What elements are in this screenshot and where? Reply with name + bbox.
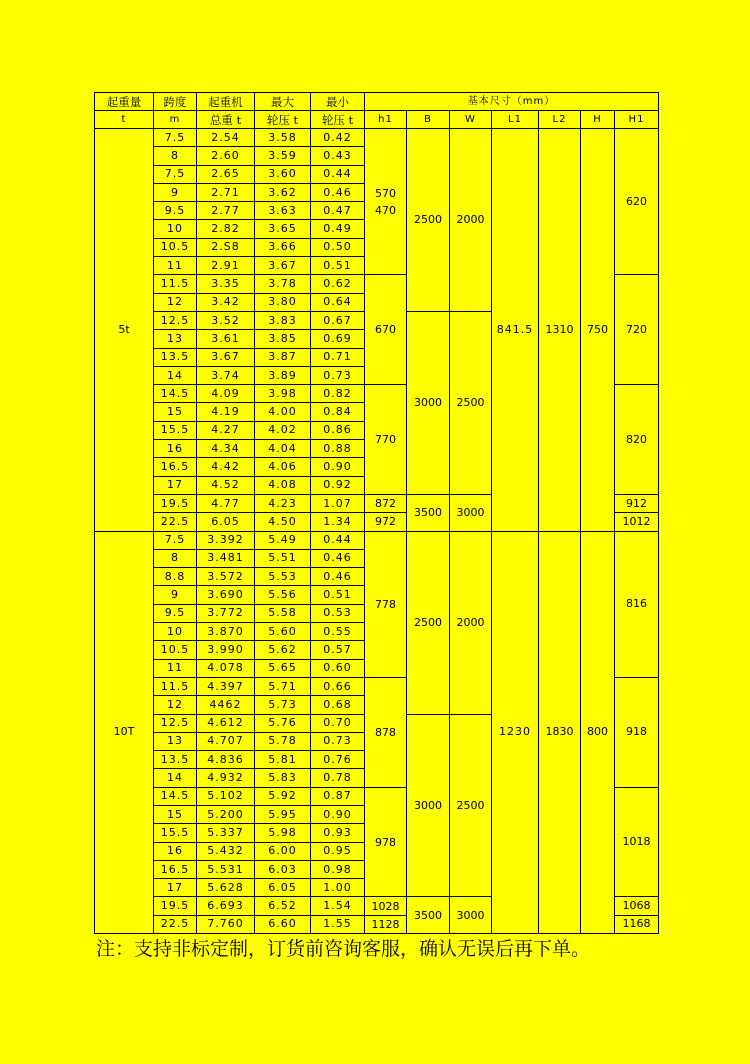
total-weight-cell: 3.772 <box>197 604 255 622</box>
max-pressure-cell: 4.08 <box>255 476 311 494</box>
total-weight-cell: 2.71 <box>197 183 255 201</box>
h1-cell: 1028 <box>365 897 407 915</box>
total-weight-cell: 4.932 <box>197 769 255 787</box>
b-cell: 2500 <box>407 129 450 312</box>
h1-upper-cell: 620 <box>615 129 659 275</box>
min-pressure-cell: 0.55 <box>311 623 365 641</box>
min-pressure-cell: 0.90 <box>311 805 365 823</box>
min-pressure-cell: 1.54 <box>311 897 365 915</box>
span-header: 跨度 <box>154 93 197 111</box>
max-pressure-unit: 轮压 t <box>255 111 311 129</box>
dimensions-header: 基本尺寸（mm） <box>365 93 659 111</box>
w-cell: 2500 <box>450 311 492 494</box>
h1-cell: 670 <box>365 275 407 385</box>
min-pressure-cell: 0.51 <box>311 586 365 604</box>
h-header: H <box>581 111 615 129</box>
total-weight-cell: 3.42 <box>197 293 255 311</box>
span-cell: 8 <box>154 549 197 567</box>
max-pressure-cell: 3.58 <box>255 129 311 147</box>
max-pressure-cell: 3.62 <box>255 183 311 201</box>
total-weight-cell: 4.612 <box>197 714 255 732</box>
l2-header: L2 <box>539 111 581 129</box>
max-pressure-cell: 4.00 <box>255 403 311 421</box>
min-pressure-cell: 0.46 <box>311 549 365 567</box>
span-cell: 7.5 <box>154 165 197 183</box>
total-weight-unit: 总重 t <box>197 111 255 129</box>
max-pressure-cell: 4.04 <box>255 440 311 458</box>
min-pressure-cell: 0.69 <box>311 330 365 348</box>
total-weight-cell: 3.690 <box>197 586 255 604</box>
h1-upper-cell: 1012 <box>615 513 659 531</box>
min-pressure-cell: 0.84 <box>311 403 365 421</box>
max-pressure-header: 最大 <box>255 93 311 111</box>
total-weight-cell: 2.S8 <box>197 238 255 256</box>
h1-header: h1 <box>365 111 407 129</box>
max-pressure-cell: 5.81 <box>255 751 311 769</box>
span-cell: 14 <box>154 769 197 787</box>
total-weight-cell: 3.61 <box>197 330 255 348</box>
span-cell: 12.5 <box>154 311 197 329</box>
max-pressure-cell: 4.02 <box>255 421 311 439</box>
l2-cell: 1830 <box>539 531 581 934</box>
min-pressure-cell: 0.76 <box>311 751 365 769</box>
max-pressure-cell: 3.78 <box>255 275 311 293</box>
min-pressure-cell: 1.00 <box>311 879 365 897</box>
min-pressure-cell: 0.90 <box>311 458 365 476</box>
table-header <box>95 93 659 129</box>
span-cell: 9.5 <box>154 202 197 220</box>
span-cell: 14.5 <box>154 787 197 805</box>
max-pressure-cell: 5.56 <box>255 586 311 604</box>
table-row <box>95 129 659 147</box>
total-weight-cell: 2.60 <box>197 147 255 165</box>
min-pressure-cell: 0.46 <box>311 183 365 201</box>
max-pressure-cell: 5.92 <box>255 787 311 805</box>
max-pressure-cell: 6.60 <box>255 915 311 933</box>
max-pressure-cell: 6.00 <box>255 842 311 860</box>
h1-upper-cell: 918 <box>615 677 659 787</box>
min-pressure-cell: 0.71 <box>311 348 365 366</box>
min-pressure-cell: 0.88 <box>311 440 365 458</box>
total-weight-cell: 2.82 <box>197 220 255 238</box>
span-cell: 8 <box>154 147 197 165</box>
h1-upper-cell: 912 <box>615 494 659 512</box>
total-weight-cell: 4.52 <box>197 476 255 494</box>
h1-cell: 770 <box>365 385 407 495</box>
max-pressure-cell: 3.87 <box>255 348 311 366</box>
min-pressure-cell: 0.43 <box>311 147 365 165</box>
total-weight-cell: 4.34 <box>197 440 255 458</box>
w-cell: 2000 <box>450 531 492 714</box>
min-pressure-cell: 0.73 <box>311 732 365 750</box>
span-cell: 7.5 <box>154 531 197 549</box>
max-pressure-cell: 5.51 <box>255 549 311 567</box>
total-weight-cell: 6.693 <box>197 897 255 915</box>
h1-upper-cell: 1168 <box>615 915 659 933</box>
total-weight-cell: 5.531 <box>197 860 255 878</box>
capacity-header: 起重量 <box>95 93 154 111</box>
span-cell: 11.5 <box>154 677 197 695</box>
span-cell: 14 <box>154 366 197 384</box>
span-cell: 19.5 <box>154 897 197 915</box>
total-weight-cell: 5.628 <box>197 879 255 897</box>
span-cell: 19.5 <box>154 494 197 512</box>
span-cell: 13 <box>154 330 197 348</box>
total-weight-cell: 3.572 <box>197 568 255 586</box>
max-pressure-cell: 5.58 <box>255 604 311 622</box>
table-body <box>95 129 659 934</box>
span-cell: 10 <box>154 220 197 238</box>
h1-cell: 570 470 <box>365 129 407 275</box>
min-pressure-cell: 1.07 <box>311 494 365 512</box>
total-weight-cell: 3.67 <box>197 348 255 366</box>
min-pressure-cell: 0.68 <box>311 696 365 714</box>
max-pressure-cell: 6.05 <box>255 879 311 897</box>
h1-upper-cell: 720 <box>615 275 659 385</box>
max-pressure-cell: 3.59 <box>255 147 311 165</box>
max-pressure-cell: 5.49 <box>255 531 311 549</box>
l1-header: L1 <box>492 111 539 129</box>
span-cell: 16.5 <box>154 860 197 878</box>
max-pressure-cell: 3.83 <box>255 311 311 329</box>
span-cell: 12 <box>154 293 197 311</box>
total-weight-cell: 5.102 <box>197 787 255 805</box>
min-pressure-unit: 轮压 t <box>311 111 365 129</box>
max-pressure-cell: 4.06 <box>255 458 311 476</box>
footnote: 注：支持非标定制，订货前咨询客服，确认无误后再下单。 <box>96 938 591 960</box>
max-pressure-cell: 3.60 <box>255 165 311 183</box>
max-pressure-cell: 5.83 <box>255 769 311 787</box>
total-weight-cell: 4.09 <box>197 385 255 403</box>
total-weight-cell: 5.432 <box>197 842 255 860</box>
total-weight-cell: 2.54 <box>197 129 255 147</box>
b-cell: 3000 <box>407 714 450 897</box>
span-cell: 13 <box>154 732 197 750</box>
max-pressure-cell: 4.23 <box>255 494 311 512</box>
min-pressure-cell: 1.34 <box>311 513 365 531</box>
table-row <box>95 531 659 549</box>
min-pressure-cell: 0.66 <box>311 677 365 695</box>
max-pressure-cell: 3.85 <box>255 330 311 348</box>
min-pressure-cell: 0.57 <box>311 641 365 659</box>
span-cell: 11 <box>154 257 197 275</box>
max-pressure-cell: 6.52 <box>255 897 311 915</box>
h1-cell: 778 <box>365 531 407 677</box>
span-cell: 16.5 <box>154 458 197 476</box>
span-cell: 10.5 <box>154 641 197 659</box>
span-cell: 15 <box>154 805 197 823</box>
max-pressure-cell: 5.95 <box>255 805 311 823</box>
total-weight-cell: 4462 <box>197 696 255 714</box>
total-weight-cell: 4.078 <box>197 659 255 677</box>
span-cell: 16 <box>154 842 197 860</box>
max-pressure-cell: 3.80 <box>255 293 311 311</box>
min-pressure-cell: 0.47 <box>311 202 365 220</box>
total-weight-cell: 4.707 <box>197 732 255 750</box>
max-pressure-cell: 5.62 <box>255 641 311 659</box>
h-cell: 750 <box>581 129 615 532</box>
max-pressure-cell: 5.76 <box>255 714 311 732</box>
total-weight-cell: 4.42 <box>197 458 255 476</box>
min-pressure-cell: 0.42 <box>311 129 365 147</box>
max-pressure-cell: 3.63 <box>255 202 311 220</box>
l2-cell: 1310 <box>539 129 581 532</box>
span-cell: 13.5 <box>154 348 197 366</box>
max-pressure-cell: 3.98 <box>255 385 311 403</box>
h1-upper-cell: 816 <box>615 531 659 677</box>
span-cell: 22.5 <box>154 915 197 933</box>
span-cell: 9.5 <box>154 604 197 622</box>
min-pressure-cell: 0.67 <box>311 311 365 329</box>
h1-cell: 978 <box>365 787 407 897</box>
total-weight-cell: 3.35 <box>197 275 255 293</box>
b-header: B <box>407 111 450 129</box>
total-weight-header: 起重机 <box>197 93 255 111</box>
w-cell: 3000 <box>450 494 492 531</box>
min-pressure-cell: 0.87 <box>311 787 365 805</box>
span-cell: 17 <box>154 879 197 897</box>
span-cell: 22.5 <box>154 513 197 531</box>
b-cell: 3500 <box>407 897 450 934</box>
total-weight-cell: 3.52 <box>197 311 255 329</box>
capacity-cell: 5t <box>95 129 154 532</box>
h1-upper-cell: 1068 <box>615 897 659 915</box>
min-pressure-cell: 0.53 <box>311 604 365 622</box>
span-cell: 16 <box>154 440 197 458</box>
max-pressure-cell: 3.89 <box>255 366 311 384</box>
total-weight-cell: 3.392 <box>197 531 255 549</box>
max-pressure-cell: 4.50 <box>255 513 311 531</box>
l1-cell: 1230 <box>492 531 539 934</box>
total-weight-cell: 6.05 <box>197 513 255 531</box>
span-cell: 8.8 <box>154 568 197 586</box>
min-pressure-cell: 0.70 <box>311 714 365 732</box>
span-unit: m <box>154 111 197 129</box>
total-weight-cell: 4.27 <box>197 421 255 439</box>
min-pressure-cell: 0.51 <box>311 257 365 275</box>
max-pressure-cell: 5.65 <box>255 659 311 677</box>
b-cell: 3000 <box>407 311 450 494</box>
span-cell: 9 <box>154 183 197 201</box>
min-pressure-cell: 0.64 <box>311 293 365 311</box>
total-weight-cell: 3.74 <box>197 366 255 384</box>
min-pressure-cell: 0.82 <box>311 385 365 403</box>
h1-upper-header: H1 <box>615 111 659 129</box>
min-pressure-cell: 0.98 <box>311 860 365 878</box>
min-pressure-cell: 0.93 <box>311 824 365 842</box>
h1-cell: 872 <box>365 494 407 512</box>
h1-cell: 1128 <box>365 915 407 933</box>
span-cell: 12.5 <box>154 714 197 732</box>
w-cell: 3000 <box>450 897 492 934</box>
h1-cell: 972 <box>365 513 407 531</box>
max-pressure-cell: 3.67 <box>255 257 311 275</box>
span-cell: 15 <box>154 403 197 421</box>
capacity-unit: t <box>95 111 154 129</box>
span-cell: 14.5 <box>154 385 197 403</box>
min-pressure-cell: 0.49 <box>311 220 365 238</box>
min-pressure-cell: 0.62 <box>311 275 365 293</box>
min-pressure-cell: 0.92 <box>311 476 365 494</box>
min-pressure-cell: 0.73 <box>311 366 365 384</box>
total-weight-cell: 2.65 <box>197 165 255 183</box>
max-pressure-cell: 5.98 <box>255 824 311 842</box>
span-cell: 11 <box>154 659 197 677</box>
span-cell: 17 <box>154 476 197 494</box>
span-cell: 11.5 <box>154 275 197 293</box>
min-pressure-cell: 0.95 <box>311 842 365 860</box>
span-cell: 10.5 <box>154 238 197 256</box>
span-cell: 12 <box>154 696 197 714</box>
span-cell: 10 <box>154 623 197 641</box>
total-weight-cell: 3.990 <box>197 641 255 659</box>
max-pressure-cell: 5.60 <box>255 623 311 641</box>
total-weight-cell: 5.200 <box>197 805 255 823</box>
span-cell: 9 <box>154 586 197 604</box>
max-pressure-cell: 3.66 <box>255 238 311 256</box>
span-cell: 7.5 <box>154 129 197 147</box>
min-pressure-cell: 0.78 <box>311 769 365 787</box>
h1-upper-cell: 1018 <box>615 787 659 897</box>
max-pressure-cell: 5.78 <box>255 732 311 750</box>
max-pressure-cell: 3.65 <box>255 220 311 238</box>
b-cell: 3500 <box>407 494 450 531</box>
total-weight-cell: 3.481 <box>197 549 255 567</box>
total-weight-cell: 4.77 <box>197 494 255 512</box>
min-pressure-cell: 0.44 <box>311 531 365 549</box>
h1-cell: 878 <box>365 677 407 787</box>
total-weight-cell: 7.760 <box>197 915 255 933</box>
max-pressure-cell: 5.71 <box>255 677 311 695</box>
min-pressure-cell: 0.50 <box>311 238 365 256</box>
min-pressure-header: 最小 <box>311 93 365 111</box>
max-pressure-cell: 5.73 <box>255 696 311 714</box>
min-pressure-cell: 1.55 <box>311 915 365 933</box>
max-pressure-cell: 5.53 <box>255 568 311 586</box>
total-weight-cell: 4.836 <box>197 751 255 769</box>
total-weight-cell: 3.870 <box>197 623 255 641</box>
span-cell: 13.5 <box>154 751 197 769</box>
min-pressure-cell: 0.46 <box>311 568 365 586</box>
total-weight-cell: 5.337 <box>197 824 255 842</box>
span-cell: 15.5 <box>154 421 197 439</box>
max-pressure-cell: 6.03 <box>255 860 311 878</box>
span-cell: 15.5 <box>154 824 197 842</box>
w-header: W <box>450 111 492 129</box>
w-cell: 2000 <box>450 129 492 312</box>
capacity-cell: 10T <box>95 531 154 934</box>
min-pressure-cell: 0.60 <box>311 659 365 677</box>
total-weight-cell: 4.397 <box>197 677 255 695</box>
w-cell: 2500 <box>450 714 492 897</box>
min-pressure-cell: 0.86 <box>311 421 365 439</box>
total-weight-cell: 4.19 <box>197 403 255 421</box>
crane-spec-table <box>94 92 659 934</box>
b-cell: 2500 <box>407 531 450 714</box>
l1-cell: 841.5 <box>492 129 539 532</box>
h-cell: 800 <box>581 531 615 934</box>
total-weight-cell: 2.91 <box>197 257 255 275</box>
h1-upper-cell: 820 <box>615 385 659 495</box>
min-pressure-cell: 0.44 <box>311 165 365 183</box>
total-weight-cell: 2.77 <box>197 202 255 220</box>
